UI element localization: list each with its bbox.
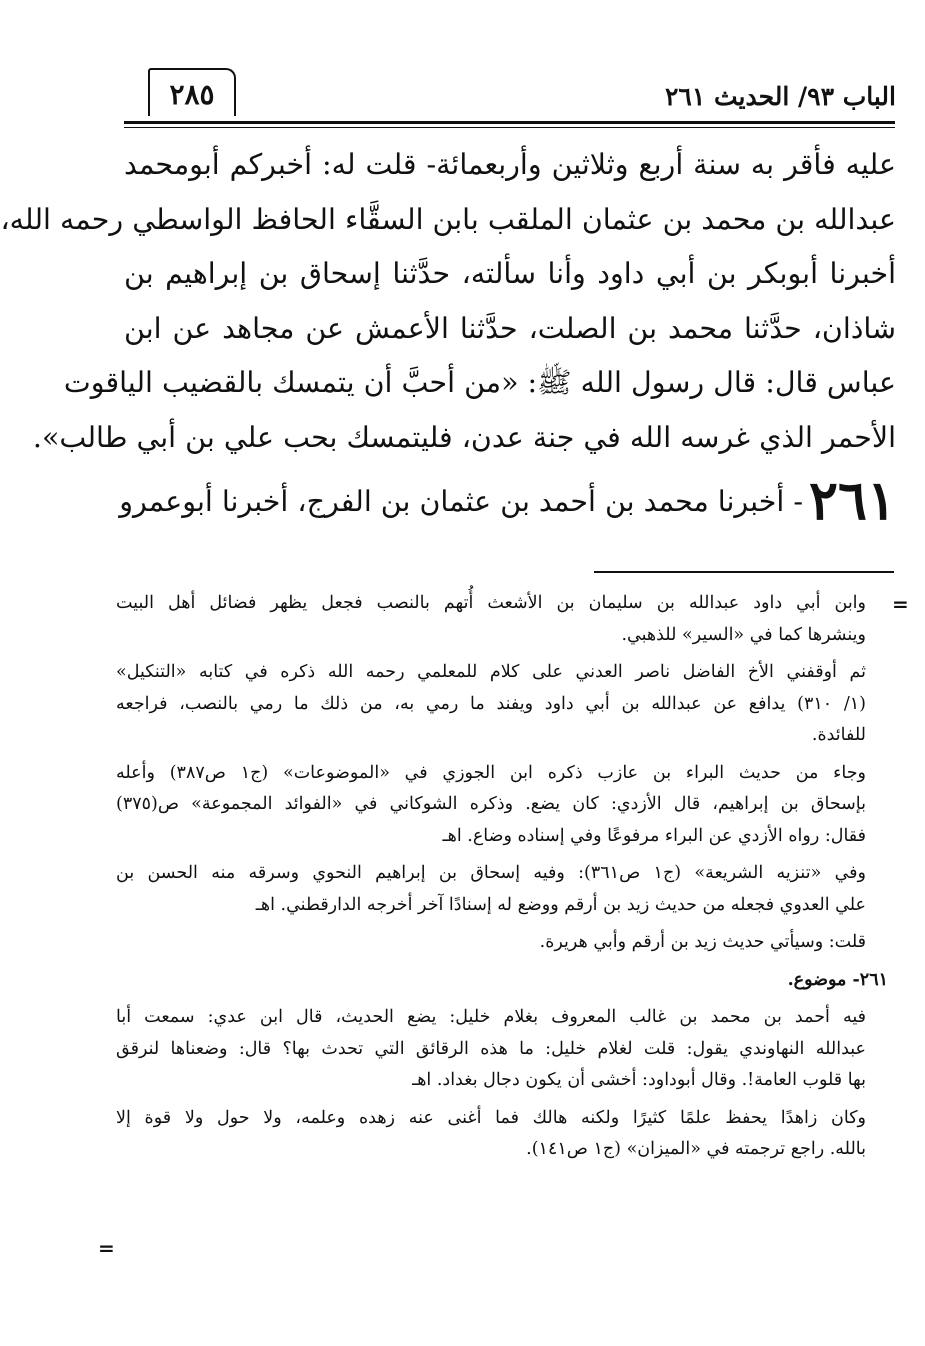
footnote-line: وكان زاهدًا يحفظ علمًا كثيرًا ولكنه هالك فما أغنى عنه زهده وعلمه، ولا حول ولا قوة إلا: [116, 1107, 866, 1128]
footnote-line: (١/ ٣١٠) يدافع عن عبدالله بن أبي داود ويفند ما رمي به، من ذلك ما رمي بالنصب، فراجعه: [116, 693, 866, 714]
text-line: عباس قال: قال رسول الله ﷺ: «من أحبَّ أن يتمسك بالقضيب الياقوت: [63, 366, 896, 399]
footnote-paragraph: [116, 1002, 888, 1097]
hadith-number: ٢٦١: [808, 468, 896, 532]
footnotes: [116, 588, 888, 1172]
footnote-paragraph: [116, 1103, 888, 1166]
page-header: [124, 64, 896, 124]
hadith-opening-text: - أخبرنا محمد بن أحمد بن عثمان بن الفرج، أخبرنا أبوعمرو: [119, 485, 803, 518]
header-rule-thick: [124, 121, 895, 124]
continuation-mark-top: =: [892, 592, 909, 616]
main-text: [0, 138, 896, 535]
page-number: ٢٨٥: [169, 78, 215, 111]
footnote-line: قلت: وسيأتي حديث زيد بن أرقم وأبي هريرة.: [539, 932, 866, 952]
header-rule-thin: [124, 127, 895, 128]
continuation-mark-bottom: =: [98, 1236, 115, 1260]
footnote-line: بها قلوب العامة!. وقال أبوداود: أخشى أن يكون دجال بغداد. اهـ: [412, 1070, 866, 1090]
footnote-line: للفائدة.: [811, 725, 866, 745]
footnote-line: وينشرها كما في «السير» للذهبي.: [621, 624, 866, 645]
footnote-line: وجاء من حديث البراء بن عازب ذكره ابن الجوزي في «الموضوعات» (ج١ ص٣٨٧) وأعله: [116, 762, 866, 783]
chapter-hadith-title: الباب ٩٣/ الحديث ٢٦١: [665, 82, 896, 111]
hadith-opening-line: [119, 465, 896, 535]
footnote-line: عبدالله النهاوندي يقول: قلت لغلام خليل: ما هذه الرقائق التي تحدث بها؟ قال: وضعناها لنرقق: [116, 1038, 866, 1059]
footnote-line: بإسحاق بن إبراهيم، قال الأزدي: كان يضع. وذكره الشوكاني في «الفوائد المجموعة» ص(٣٧٥): [116, 794, 866, 814]
footnote-separator: [594, 571, 894, 573]
text-line: أخبرنا أبوبكر بن أبي داود وأنا سألته، حدَّثنا إسحاق بن إبراهيم بن: [124, 257, 896, 290]
footnote-paragraph: [116, 657, 888, 752]
text-line: عليه فأقر به سنة أربع وثلاثين وأربعمائة- قلت له: أخبركم أبومحمد: [124, 148, 896, 181]
footnote-line: ثم أوقفني الأخ الفاضل ناصر العدني على كلام للمعلمي رحمه الله ذكره في كتابه «التنكيل»: [116, 662, 866, 682]
footnote-paragraph: [116, 588, 888, 651]
footnote-line: فقال: رواه الأزدي عن البراء مرفوعًا وفي إسناده وضاع. اهـ: [442, 825, 866, 846]
text-line: الأحمر الذي غرسه الله في جنة عدن، فليتمسك بحب علي بن أبي طالب».: [32, 420, 896, 454]
text-line: عبدالله بن محمد بن عثمان الملقب بابن السقَّاء الحافظ الواسطي رحمه الله،: [0, 202, 896, 236]
footnote-heading: ٢٦١- موضوع.: [787, 969, 888, 990]
footnote-line: علي العدوي فجعله من حديث زيد بن أرقم ووضع له إسنادًا آخر أخرجه الدارقطني. اهـ: [255, 894, 866, 915]
footnote-paragraph: [116, 858, 888, 921]
footnote-line: فيه أحمد بن محمد بن غالب المعروف بغلام خليل: يضع الحديث، قال ابن عدي: سمعت أبا: [116, 1007, 866, 1027]
footnote-paragraph: [116, 927, 888, 959]
footnote-paragraph: [116, 758, 888, 853]
text-line: شاذان، حدَّثنا محمد بن الصلت، حدَّثنا الأعمش عن مجاهد عن ابن: [124, 311, 896, 345]
footnote-line: وفي «تنزيه الشريعة» (ج١ ص٣٦١): وفيه إسحاق بن إبراهيم النحوي وسرقه منه الحسن بن: [116, 863, 866, 883]
footnote-line: وابن أبي داود عبدالله بن سليمان بن الأشعث أُتهم بالنصب فجعل يظهر فضائل أهل البيت: [116, 593, 866, 613]
footnote-line: بالله. راجع ترجمته في «الميزان» (ج١ ص١٤١).: [526, 1139, 866, 1159]
